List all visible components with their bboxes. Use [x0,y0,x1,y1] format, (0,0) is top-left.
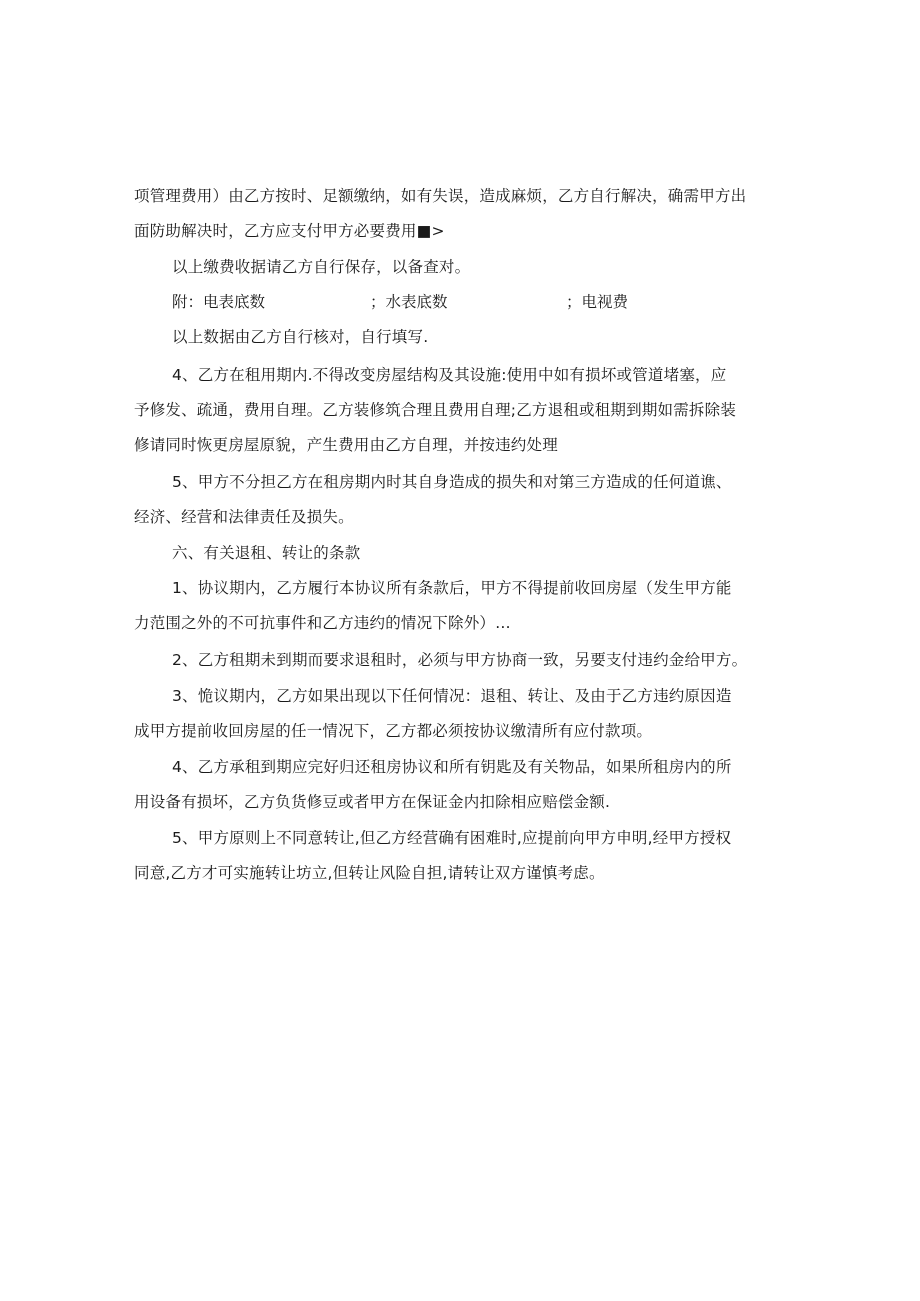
clause-4-line2: 予修发、疏通，费用自理。乙方装修筑合理且费用自理;乙方退租或租期到期如需拆除装 [134,401,737,419]
section6-clause-1-line2: 力范围之外的不可抗事件和乙方违约的情况下除外）… [134,614,511,632]
section6-clause-5-line2: 同意,乙方才可实施转让坊立,但转让风险自担,请转让双方谨慎考虑。 [134,864,605,882]
section6-clause-4-line1: 4、乙方承租到期应完好归还租房协议和所有钥匙及有关物品，如果所租房内的所 [172,758,732,776]
paragraph-fees-line1: 项管理费用）由乙方按时、足额缴纳，如有失误，造成麻烦，乙方自行解决，确需甲方出 [134,187,747,205]
tv-fee-label: ；电视费 [566,293,629,311]
section6-clause-1-line1: 1、协议期内，乙方履行本协议所有条款后，甲方不得提前收回房屋（发生甲方能 [172,579,732,597]
section-6-heading: 六、有关退租、转让的条款 [172,544,361,562]
section6-clause-2: 2、乙方租期未到期而要求退租时，必须与甲方协商一致，另要支付违约金给甲方。 [172,651,748,669]
section6-clause-3-line1: 3、恑议期内，乙方如果出现以下任何情况：退租、转让、及由于乙方违约原因造 [172,687,732,705]
paragraph-receipts: 以上缴费收据请乙方自行保存，以备查对。 [172,258,471,276]
clause-5-line1: 5、甲方不分担乙方在租房期内时其自身造成的损失和对第三方造成的任何道谯、 [172,473,732,491]
paragraph-data-check: 以上数据由乙方自行核对，自行填写. [172,328,429,346]
section6-clause-3-line2: 成甲方提前收回房屋的任一情况下，乙方都必须按协议缴清所有应付款项。 [134,722,653,740]
clause-5-line2: 经济、经营和法律责任及损失。 [134,508,354,526]
meter-electric-label: 附：电表底数 [172,293,266,311]
paragraph-fees-line2: 面防助解决时，乙方应支付甲方必要费用■> [134,222,445,240]
section6-clause-5-line1: 5、甲方原则上不同意转让,但乙方经营确有困难时,应提前向甲方申明,经甲方授权 [172,829,732,847]
section6-clause-4-line2: 用设备有损坏，乙方负货修豆或者甲方在保证金内扣除相应赔偿金额. [134,793,611,811]
clause-4-line1: 4、乙方在租用期内.不得改变房屋结构及其设施:使用中如有损坏或管道堵塞，应 [172,366,727,384]
clause-4-line3: 修请同时恢更房屋原貌，产生费用由乙方自理，并按违约处理 [134,436,558,454]
meter-water-label: ；水表底数 [370,293,448,311]
